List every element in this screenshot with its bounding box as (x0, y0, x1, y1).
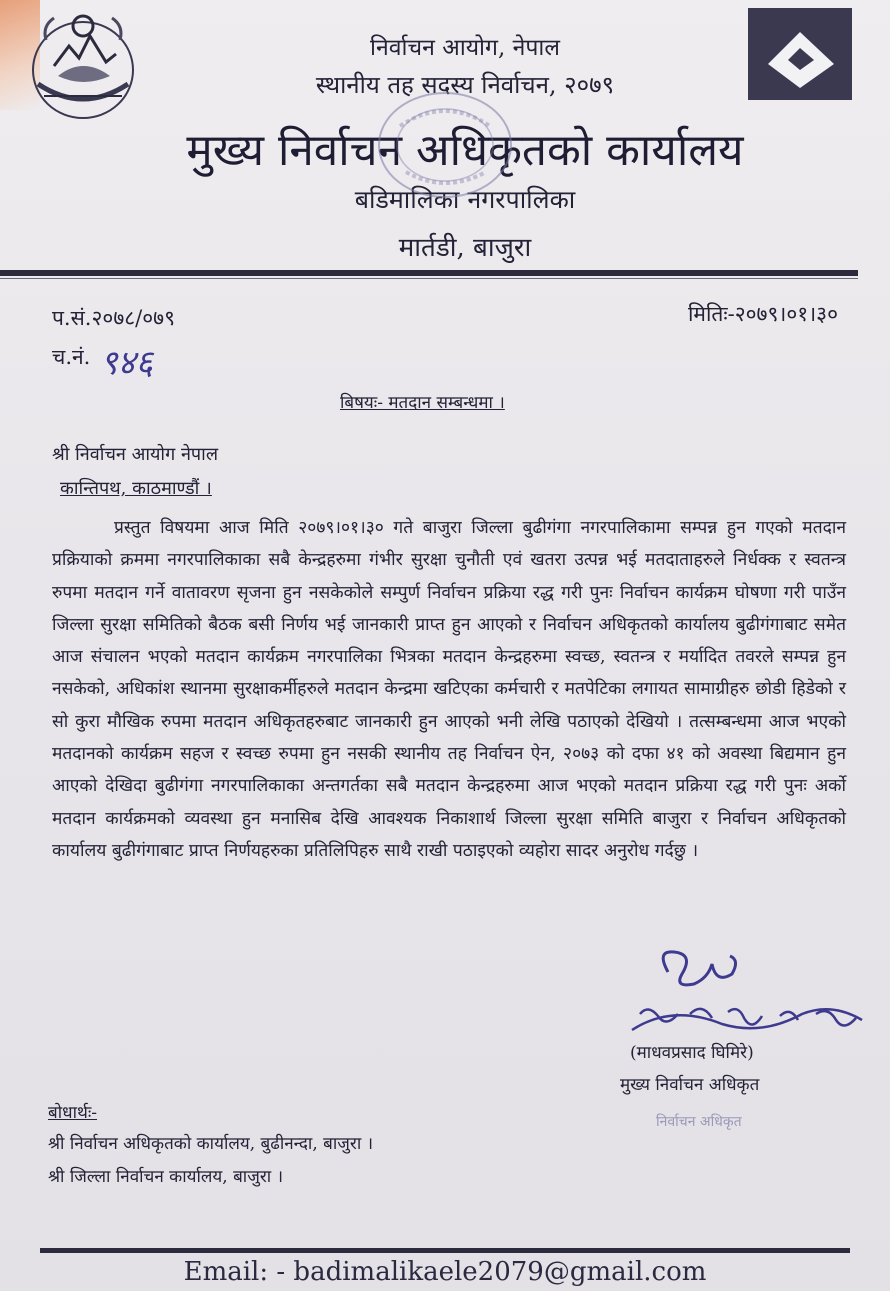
dispatch-number-handwritten (100, 338, 210, 382)
header-commission: निर्वाचन आयोग, नेपाल (370, 35, 560, 61)
header-divider-thin (0, 278, 858, 279)
svg-text:९४६: ९४६ (100, 343, 154, 382)
header-election: स्थानीय तह सदस्य निर्वाचन, २०७९ (315, 71, 615, 99)
letter-body: प्रस्तुत विषयमा आज मिति २०७९।०१।३० गते बाजुरा जिल्ला बुढीगंगा नगरपालिकामा सम्पन्न हुन गएको मतदान प्रक्रियाको क्रममा नगरपालिकाका सबै केन्द्रहरुमा गंभीर सुरक्षा चुनौती एवं खतरा उत्पन्न भई मतदाताहरुले निर्धक्क र स्वतन्त्र रुपमा मतदान गर्ने वातावरण सृजना हुन नसकेकोले सम्पुर्ण निर्वाचन प्रक्रिया रद्ध गरी पुनः निर्वाचन कार्यक्रम घोषणा गरी पाउँन जिल्ला सुरक्षा समितिको बैठक बसी निर्णय भई जानकारी प्राप्त हुन आएको र निर्वाचन अधिकृतको कार्यालय बुढीगंगाबाट समेत आज संचालन भएको मतदान कार्यक्रम नगरपालिका भित्रका मतदान केन्द्रहरुमा स्वच्छ, स्वतन्त्र र मर्यादित तवरले सम्पन्न हुन नसकेको, अधिकांश स्थानमा सुरक्षाकर्मीहरुले मतदान केन्द्रमा खटिएका कर्मचारी र मतपेटिका लगायत सामाग्रीहरु छोडी हिडेको र सो कुरा मौखिक रुपमा मतदान अधिकृतहरुबाट जानकारी हुन आएको भनी लेखि पठाएको देखियो । तत्सम्बन्धमा आज भएको मतदानको कार्यक्रम सहज र स्वच्छ रुपमा हुन नसकी स्थानीय तह निर्वाचन ऐन, २०७३ को दफा ४१ को अवस्था बिद्यमान हुन आएको देखिदा बुढीगंगा नगरपालिकाका अन्तगर्तका सबै मतदान केन्द्रहरुमा आज भएको मतदान प्रक्रिया रद्ध गरी पुनः अर्को मतदान कार्यक्रमको व्यवस्था हुन मनासिब देखि आवश्यक निकाशार्थ जिल्ला सुरक्षा समिति बाजुरा र निर्वाचन अधिकृतको कार्यालय बुढीगंगाबाट प्राप्त निर्णयहरुका प्रतिलिपिहरु साथै राखी पठाइएको व्यहोरा सादर अनुरोध गर्दछु । (52, 518, 846, 861)
signer-name: (माधवप्रसाद घिमिरे) (630, 1043, 754, 1063)
letter-subject: बिषयः- मतदान सम्बन्धमा । (340, 393, 505, 413)
addressee-name: श्री निर्वाचन आयोग नेपाल (52, 444, 219, 465)
reference-number: प.सं.२०७८/०७९ (52, 306, 175, 330)
letter-date: मितिः-२०७९।०१।३० (687, 302, 838, 326)
header-divider (0, 270, 858, 276)
cc-item: श्री निर्वाचन अधिकृतको कार्यालय, बुढीनन्दा, बाजुरा । (48, 1134, 374, 1154)
footer-email: Email: - badimalikaele2079@gmail.com (183, 1257, 707, 1287)
dispatch-number-label: च.नं. (52, 345, 91, 369)
signer-title: मुख्य निर्वाचन अधिकृत (620, 1075, 760, 1095)
office-seal-icon (370, 86, 520, 204)
cc-label: बोधार्थः- (48, 1103, 98, 1123)
signer-stamp: निर्वाचन अधिकृत (656, 1114, 742, 1130)
nepal-emblem-icon (24, 6, 142, 124)
signature-handwritten (612, 944, 882, 1050)
header-place: मार्तडी, बाजुरा (398, 233, 532, 263)
addressee-address: कान्तिपथ, काठमाण्डौं । (60, 478, 212, 499)
header-municipality: बडिमालिका नगरपालिका (354, 185, 576, 214)
cc-item: श्री जिल्ला निर्वाचन कार्यालय, बाजुरा । (48, 1167, 284, 1187)
footer-divider (40, 1248, 850, 1253)
header-office-title: मुख्य निर्वाचन अधिकृतको कार्यालय (186, 125, 744, 176)
